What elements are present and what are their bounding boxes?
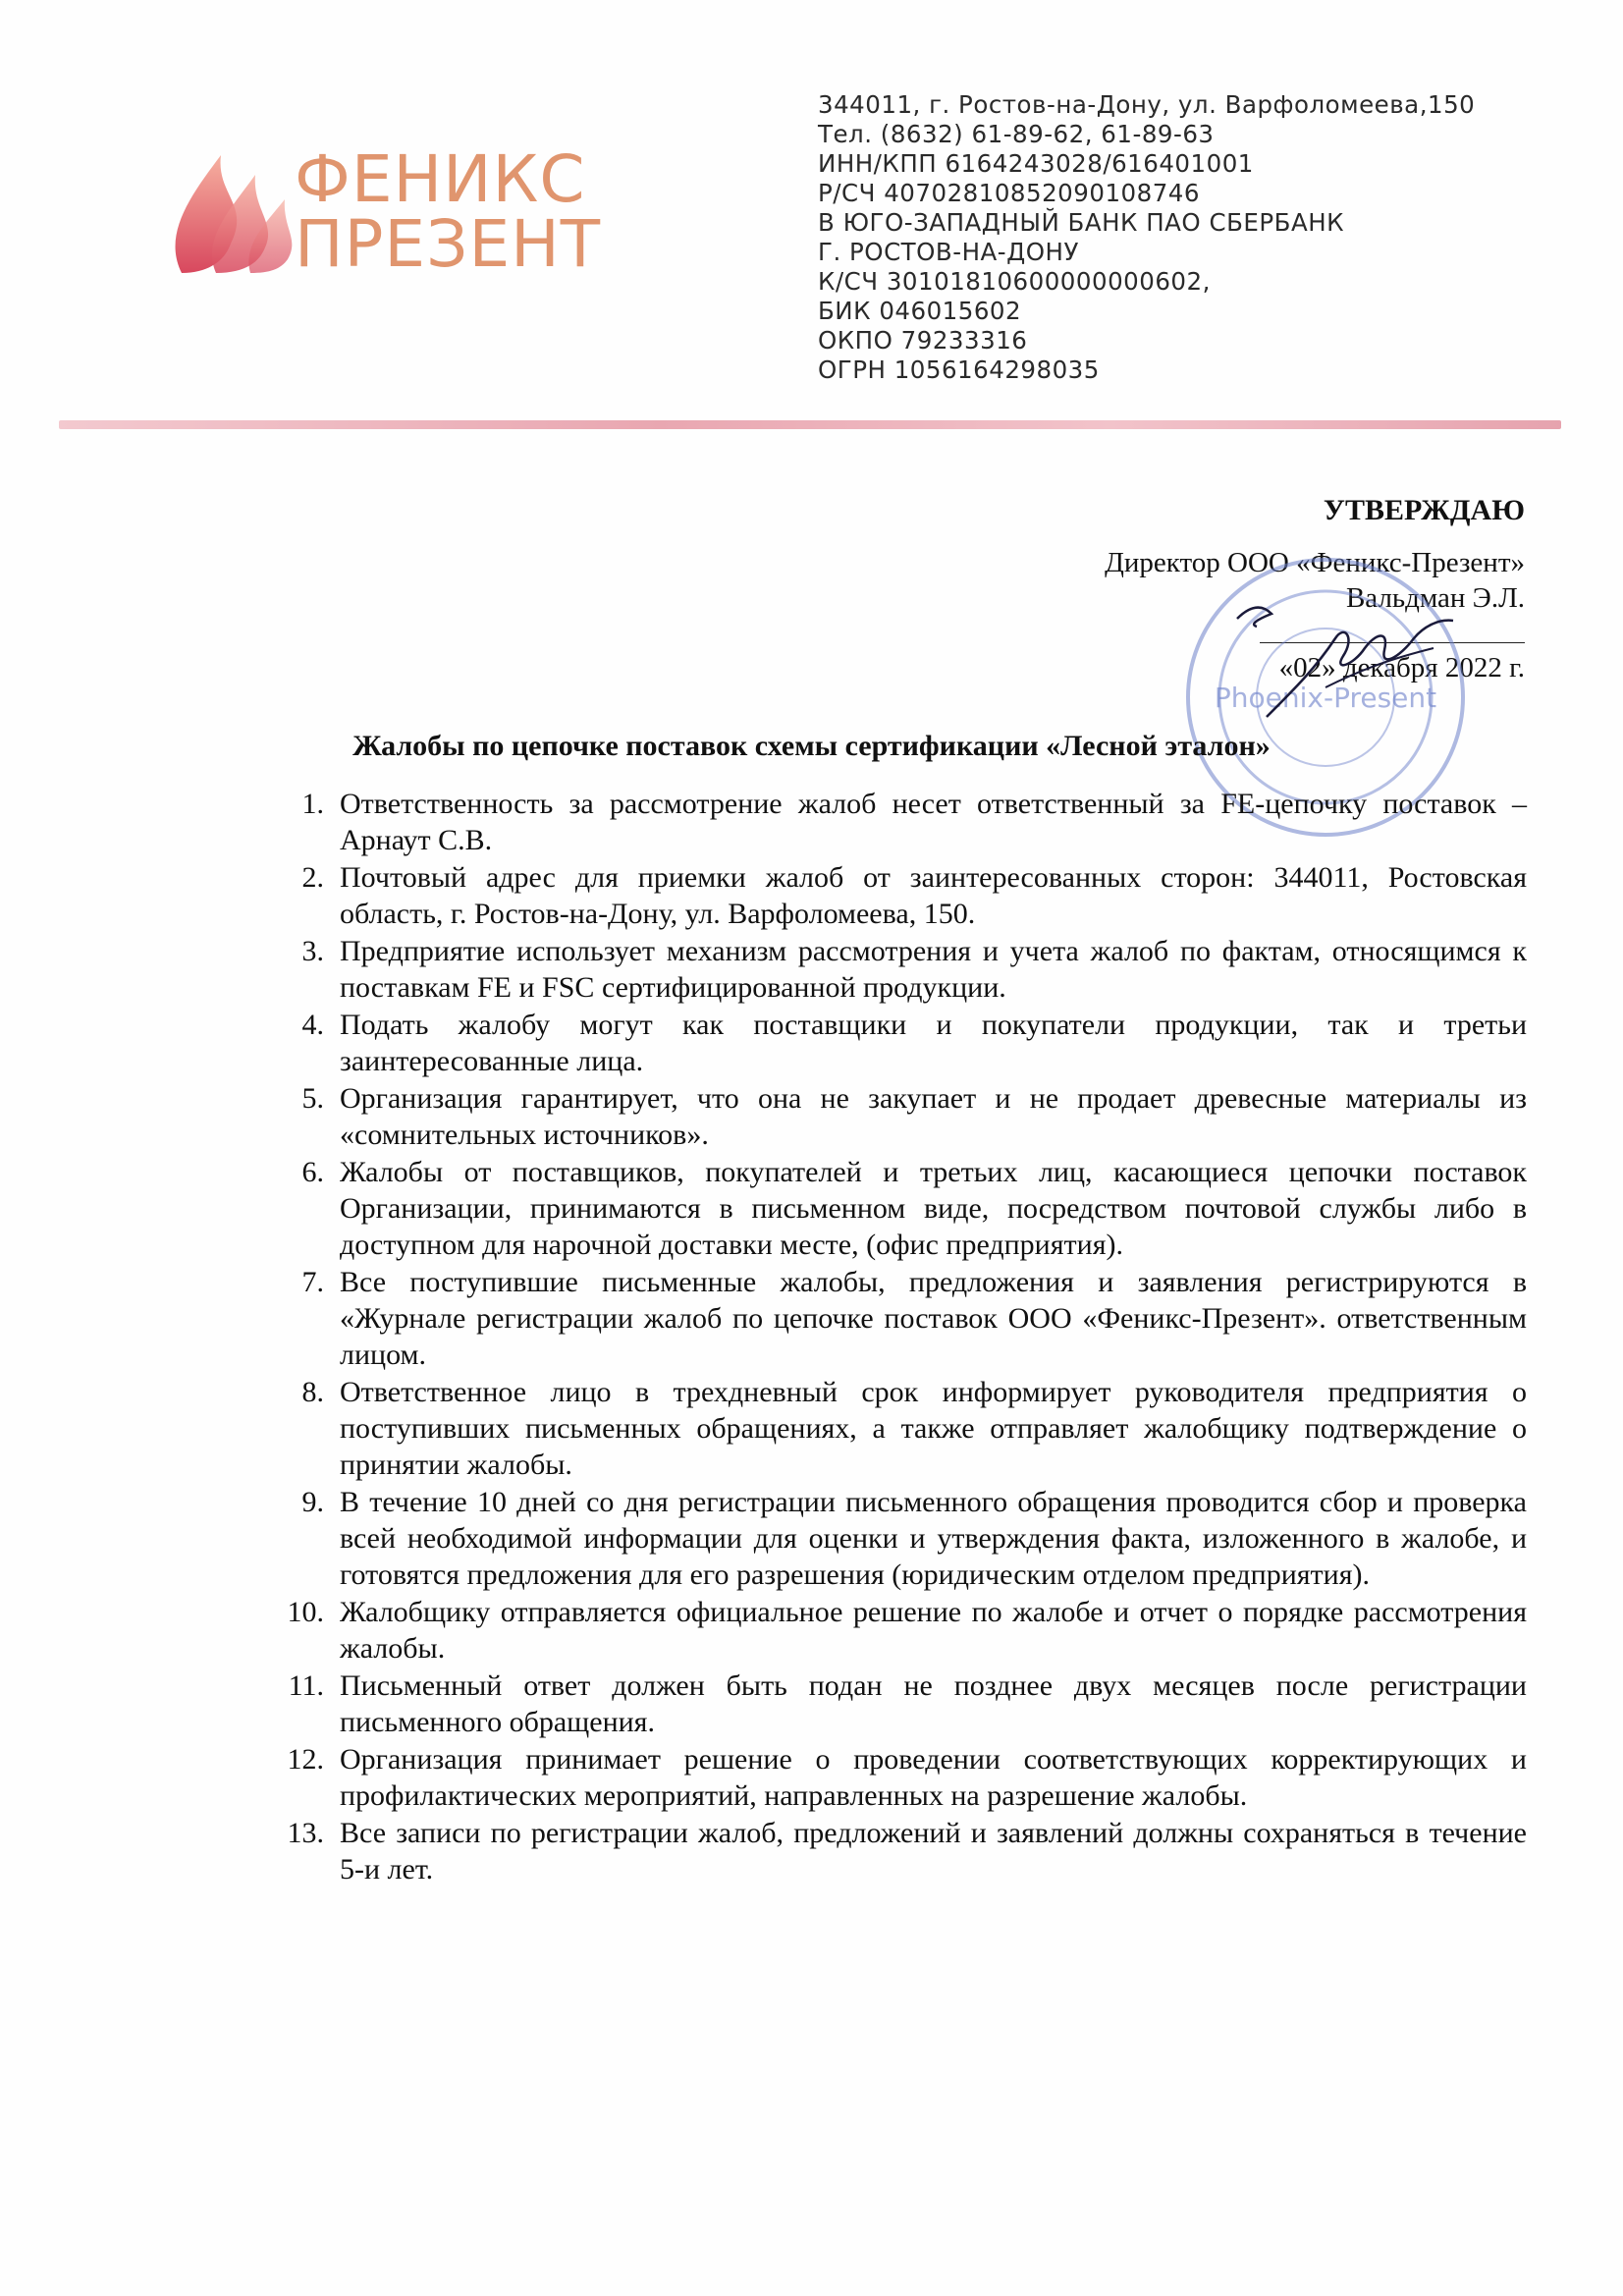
logo-line-1: ФЕНИКС bbox=[295, 141, 586, 217]
item-text: Ответственное лицо в трехдневный срок информирует руководителя предприятия о поступивших письменных обращениях, а также отправляет жалобщику подтверждение о принятии жалобы. bbox=[340, 1376, 1527, 1481]
list-item bbox=[285, 1594, 1527, 1667]
item-number: 1. bbox=[301, 788, 324, 820]
list-item bbox=[285, 859, 1527, 932]
item-text: Письменный ответ должен быть подан не позднее двух месяцев после регистрации письменного обращения. bbox=[340, 1669, 1527, 1738]
requisite-line: ОГРН 1056164298035 bbox=[818, 355, 1100, 384]
requisite-line: В ЮГО-ЗАПАДНЫЙ БАНК ПАО СБЕРБАНК bbox=[818, 208, 1345, 237]
item-text: Жалобщику отправляется официальное решение по жалобе и отчет о порядке рассмотрения жалобы. bbox=[340, 1596, 1527, 1665]
requisite-line: 344011, г. Ростов-на-Дону, ул. Варфоломеева,150 bbox=[818, 90, 1476, 119]
approver-name: Вальдман Э.Л. bbox=[1345, 582, 1525, 614]
list-item bbox=[285, 1007, 1527, 1079]
company-requisites bbox=[818, 90, 1564, 385]
item-number: 7. bbox=[301, 1266, 324, 1298]
item-text: Все поступившие письменные жалобы, предложения и заявления регистрируются в «Журнале регистрации жалоб по цепочке поставок ООО «Феникс-Презент». ответственным лицом. bbox=[340, 1266, 1527, 1371]
requisite-line: ИНН/КПП 6164243028/616401001 bbox=[818, 149, 1254, 178]
item-number: 8. bbox=[301, 1376, 324, 1408]
document-title: Жалобы по цепочке поставок схемы сертификации «Лесной эталон» bbox=[352, 730, 1271, 762]
list-item bbox=[285, 1264, 1527, 1373]
list-item bbox=[285, 933, 1527, 1006]
item-number: 2. bbox=[301, 861, 324, 894]
list-item bbox=[285, 1815, 1527, 1887]
item-number: 11. bbox=[288, 1669, 324, 1702]
item-text: Организация гарантирует, что она не закупает и не продает древесные материалы из «сомнительных источников». bbox=[340, 1082, 1527, 1151]
requisite-line: К/СЧ 30101810600000000602, bbox=[818, 267, 1211, 296]
item-text: Предприятие использует механизм рассмотрения и учета жалоб по фактам, относящимся к поставкам FE и FSC сертифицированной продукции. bbox=[340, 935, 1527, 1004]
list-item bbox=[285, 1154, 1527, 1263]
logo-line-2: ПРЕЗЕНТ bbox=[295, 206, 602, 282]
approval-date: «02» декабря 2022 г. bbox=[1278, 652, 1525, 683]
approval-title: УТВЕРЖДАЮ bbox=[1323, 494, 1525, 526]
handwritten-signature bbox=[1227, 579, 1522, 737]
seal-text: Phoenix-Present bbox=[1214, 682, 1437, 714]
item-text: Жалобы от поставщиков, покупателей и третьих лиц, касающиеся цепочки поставок Организации, принимаются в письменном виде, посредством почтовой службы либо в доступном для нарочной доставки месте, (офис предприятия). bbox=[340, 1156, 1527, 1261]
item-text: Подать жалобу могут как поставщики и покупатели продукции, так и третьи заинтересованные лица. bbox=[340, 1009, 1527, 1077]
logo-wordmark bbox=[295, 141, 602, 282]
complaints-list bbox=[285, 786, 1527, 1888]
item-text: Все записи по регистрации жалоб, предложений и заявлений должны сохраняться в течение 5-и лет. bbox=[340, 1817, 1527, 1886]
requisite-line: ОКПО 79233316 bbox=[818, 326, 1028, 355]
letterhead-divider bbox=[59, 420, 1561, 429]
item-text: В течение 10 дней со дня регистрации письменного обращения проводится сбор и проверка всей необходимой информации для оценки и утверждения факта, изложенного в жалобе, и готовятся предложения для его разрешения (юридическим отделом предприятия). bbox=[340, 1486, 1527, 1591]
requisite-line: Г. РОСТОВ-НА-ДОНУ bbox=[818, 238, 1079, 266]
item-number: 10. bbox=[287, 1596, 324, 1628]
item-number: 6. bbox=[301, 1156, 324, 1188]
item-number: 4. bbox=[301, 1009, 324, 1041]
item-number: 13. bbox=[287, 1817, 324, 1849]
requisite-line: Тел. (8632) 61-89-62, 61-89-63 bbox=[818, 120, 1215, 148]
list-item bbox=[285, 1741, 1527, 1814]
item-number: 9. bbox=[301, 1486, 324, 1518]
list-item bbox=[285, 786, 1527, 858]
item-text: Почтовый адрес для приемки жалоб от заинтересованных сторон: 344011, Ростовская область, г. Ростов-на-Дону, ул. Варфоломеева, 150. bbox=[340, 861, 1527, 930]
list-item bbox=[285, 1484, 1527, 1593]
list-item bbox=[285, 1667, 1527, 1740]
item-text: Организация принимает решение о проведении соответствующих корректирующих и профилактических мероприятий, направленных на разрешение жалобы. bbox=[340, 1743, 1527, 1812]
item-number: 3. bbox=[301, 935, 324, 967]
requisite-line: БИК 046015602 bbox=[818, 297, 1022, 325]
list-item bbox=[285, 1374, 1527, 1483]
list-item bbox=[285, 1080, 1527, 1153]
requisite-line: Р/СЧ 40702810852090108746 bbox=[818, 179, 1200, 207]
item-number: 12. bbox=[287, 1743, 324, 1776]
item-number: 5. bbox=[301, 1082, 324, 1115]
approver-position: Директор ООО «Феникс-Презент» bbox=[1105, 547, 1525, 578]
item-text: Ответственность за рассмотрение жалоб несет ответственный за FE-цепочку поставок – Арнаут С.В. bbox=[340, 788, 1527, 856]
